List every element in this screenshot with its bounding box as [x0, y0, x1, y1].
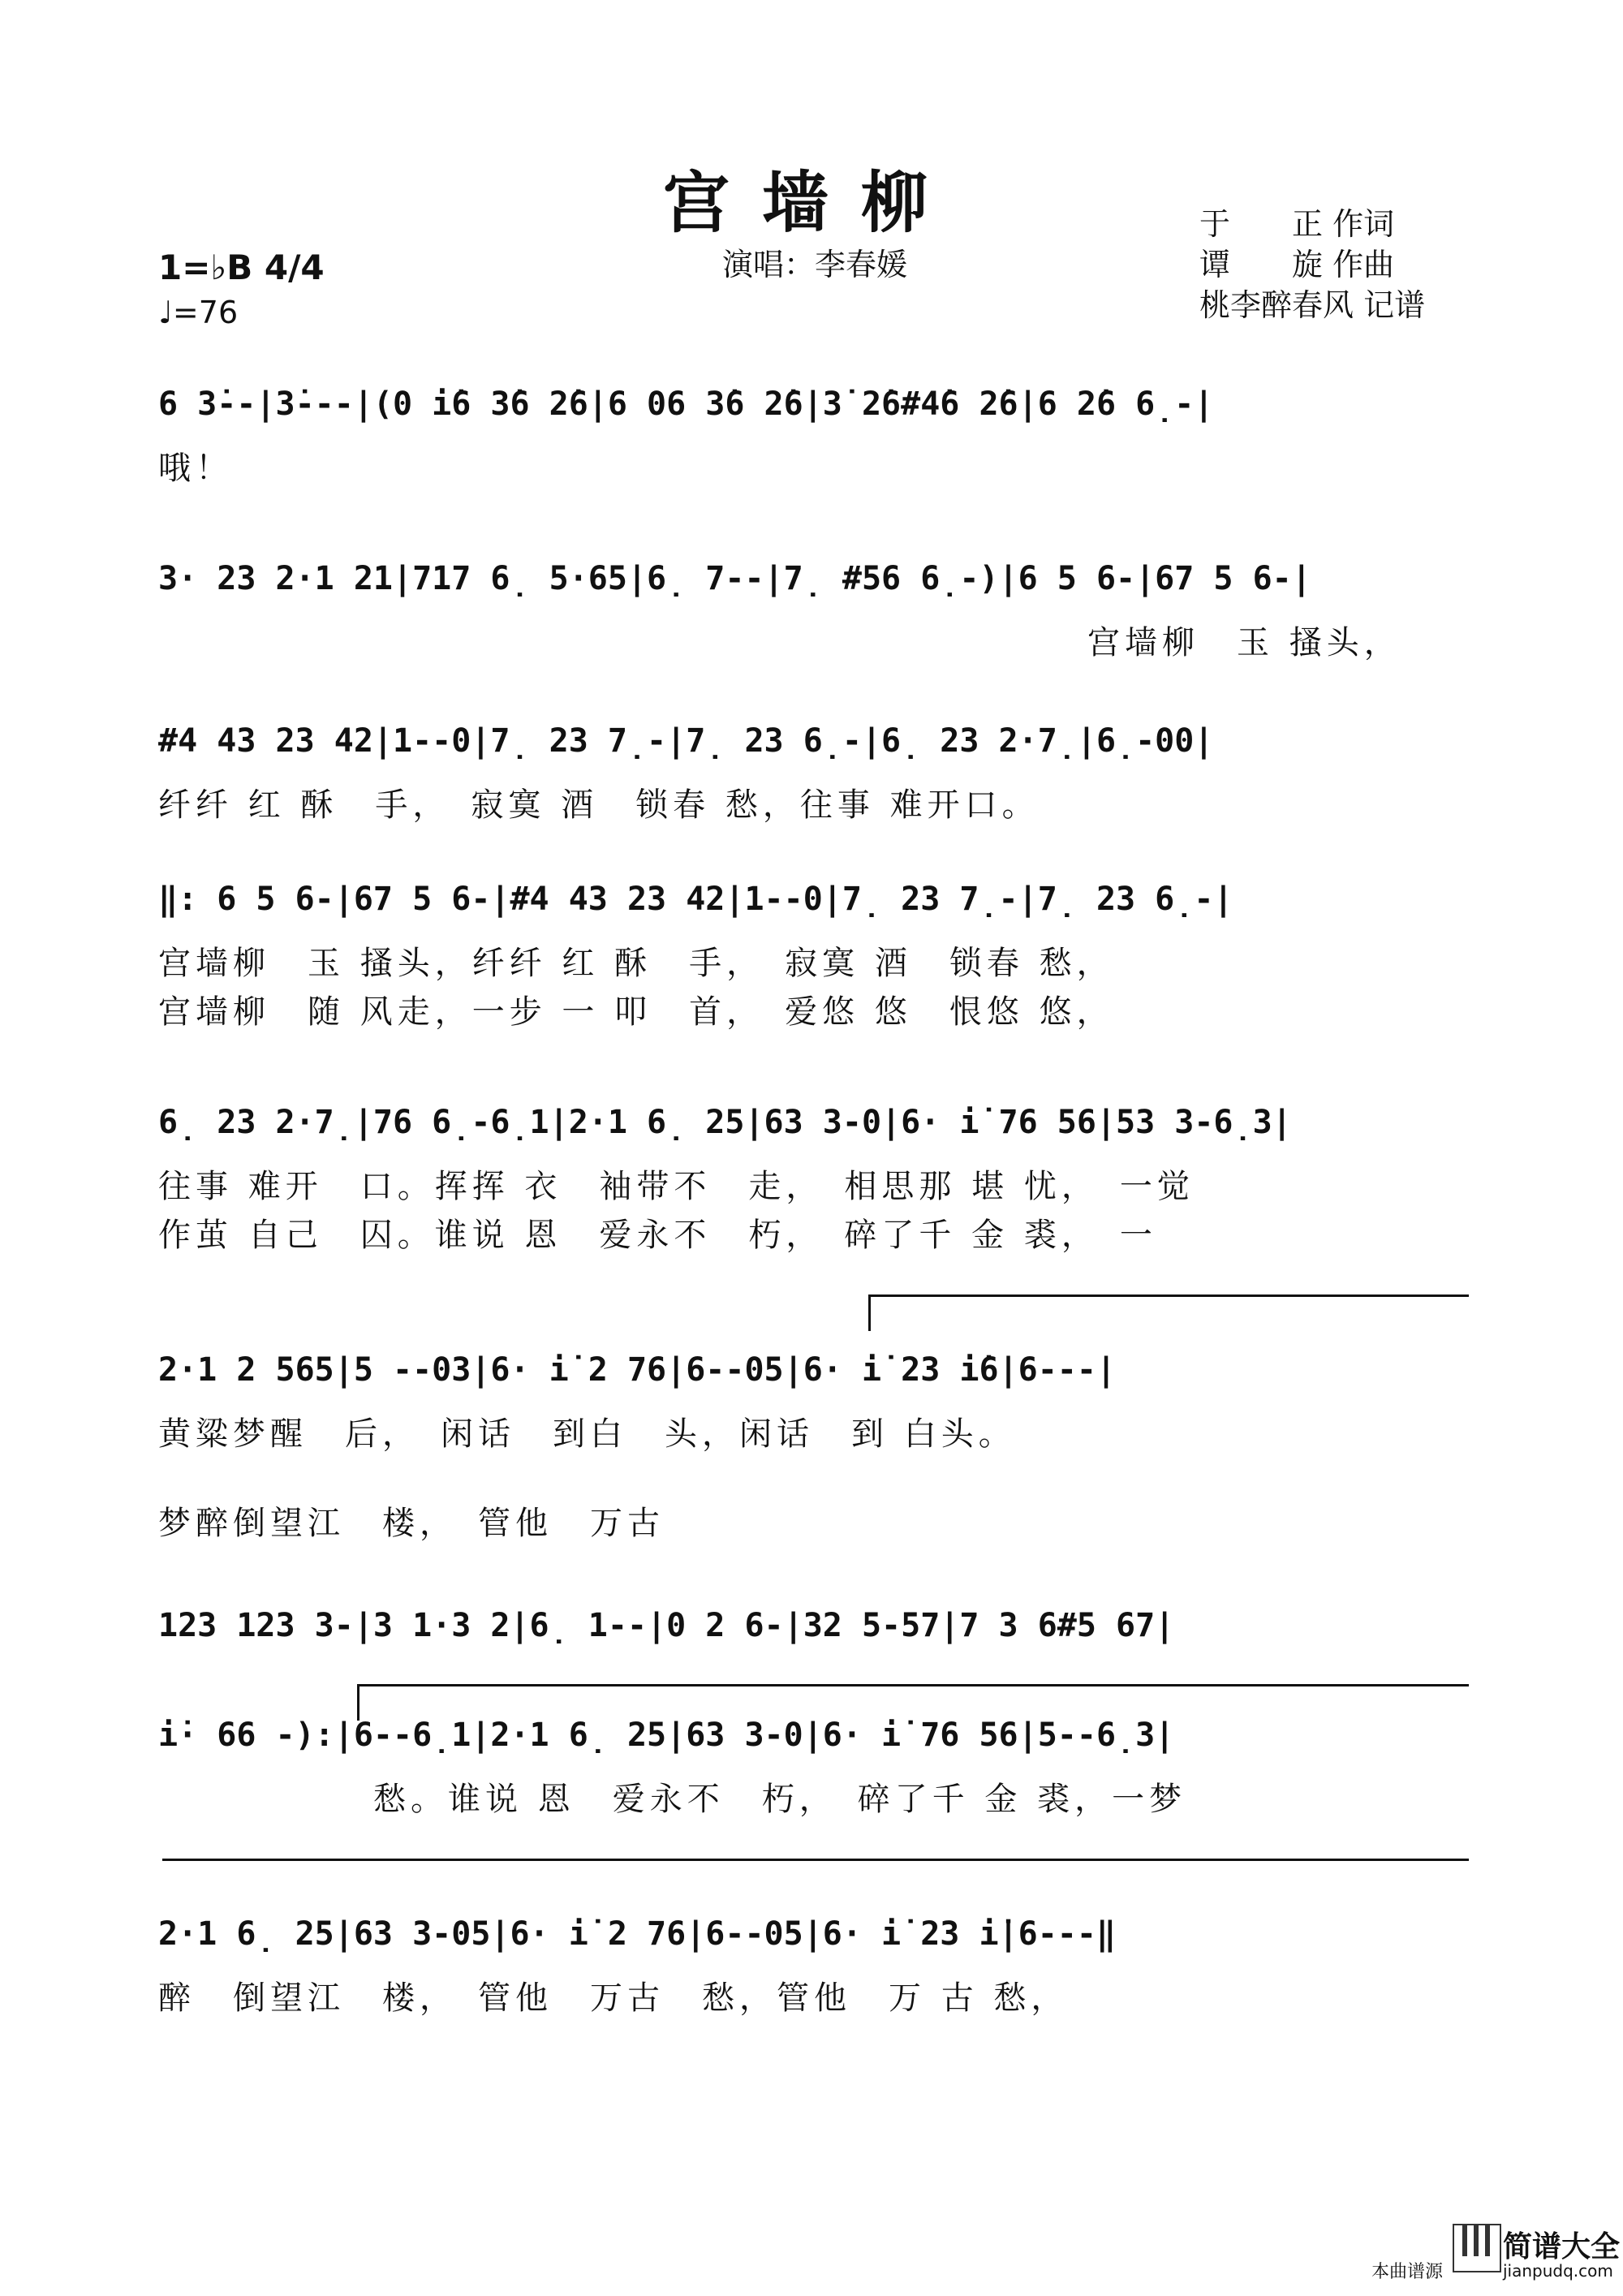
lyric-line-3: 纤纤 红 酥 手， 寂寞 酒 锁春 愁，往事 难开口。 [158, 786, 1040, 824]
notation-line-5: 6̣ 23 2·7̣|76 6̣-6̣1|2·1 6̣ 25|63 3-0|6· i̇ 76 56|53 3-6̣3| [158, 1104, 1292, 1141]
lyric-line-1: 哦！ [158, 450, 233, 487]
lyric-line-5a: 往事 难开 口。挥挥 衣 袖带不 走， 相思那 堪 忧， 一觉 [158, 1168, 1195, 1205]
page-title: 宫墙柳 [662, 164, 960, 242]
piano-icon [1453, 2224, 1501, 2272]
notation-line-2: 3· 23 2·1 21|717 6̣ 5·65|6̣ 7--|7̣ #56 6̣-)|6 5 6-|67 5 6-| [158, 560, 1311, 597]
lyric-line-6b: 梦醉倒望江 楼， 管他 万古 [158, 1505, 665, 1542]
lyric-line-4b: 宫墙柳 随 风走，一步 一 叩 首， 爱悠 悠 恨悠 悠， [158, 993, 1114, 1031]
notation-line-3: #4 43 23 42|1--0|7̣ 23 7̣-|7̣ 23 6̣-|6̣ 23 2·7̣|6̣-00| [158, 722, 1214, 760]
site-logo[interactable] [1453, 2216, 1621, 2289]
key-signature: 1=♭B 4/4 [158, 248, 325, 287]
volta-1-hook [868, 1294, 871, 1331]
volta-1-line [868, 1294, 1469, 1297]
lyric-line-8: 愁。谁说 恩 爱永不 朽， 碎了千 金 裘，一梦 [373, 1781, 1187, 1818]
lyric-line-9: 醉 倒望江 楼， 管他 万古 愁，管他 万 古 愁， [158, 1979, 1069, 2017]
notation-line-9: 2·1 6̣ 25|63 3-05|6· i̇ 2 76|6--05|6· i̇ 23 i̇|6---‖ [158, 1915, 1117, 1953]
lyric-line-6a: 黄粱梦醒 后， 闲话 到白 头，闲话 到 白头。 [158, 1415, 1016, 1453]
volta-2-line [357, 1684, 1469, 1686]
footer-note: 本曲谱源 [1371, 2262, 1444, 2282]
notation-line-7: 123 123 3-|3 1·3 2|6̣ 1--|0 2 6-|32 5-57|7 3 6#5 67| [158, 1607, 1175, 1644]
lyricist-credit: 于 正 作词 [1199, 206, 1395, 242]
continuation-line [162, 1859, 1469, 1861]
tempo-marking: ♩=76 [158, 295, 239, 330]
notation-line-6: 2·1 2 565|5 --03|6· i̇ 2 76|6--05|6· i̇ 23 i̇6|6---| [158, 1351, 1117, 1389]
notation-line-4: ‖: 6 5 6-|67 5 6-|#4 43 23 42|1--0|7̣ 23 7̣-|7̣ 23 6̣-| [158, 881, 1233, 918]
composer-credit: 谭 旋 作曲 [1199, 247, 1395, 282]
lyric-line-5b: 作茧 自己 囚。谁说 恩 爱永不 朽， 碎了千 金 裘， 一 [158, 1217, 1157, 1254]
volta-2-hook [357, 1684, 359, 1721]
lyric-line-2: 宫墙柳 玉 搔头， [1087, 624, 1401, 661]
notation-line-8: i̇· 66 -):|6--6̣1|2·1 6̣ 25|63 3-0|6· i̇ 76 56|5--6̣3| [158, 1717, 1175, 1754]
logo-text: 简谱大全 [1503, 2230, 1621, 2264]
notation-line-1: 6 3̇--|3̇---|(0 i̇6 3̇6 2̇6|6 06 3̇6 2̇6|3̇ 2̇6#4̇6 2̇6|6 2̇6 6̣-| [158, 386, 1214, 423]
singer-credit: 演唱：李春媛 [722, 247, 908, 282]
transcriber-credit: 桃李醉春风 记谱 [1199, 287, 1426, 323]
logo-url: jianpudq.com [1503, 2261, 1613, 2281]
lyric-line-4a: 宫墙柳 玉 搔头，纤纤 红 酥 手， 寂寞 酒 锁春 愁， [158, 945, 1114, 982]
